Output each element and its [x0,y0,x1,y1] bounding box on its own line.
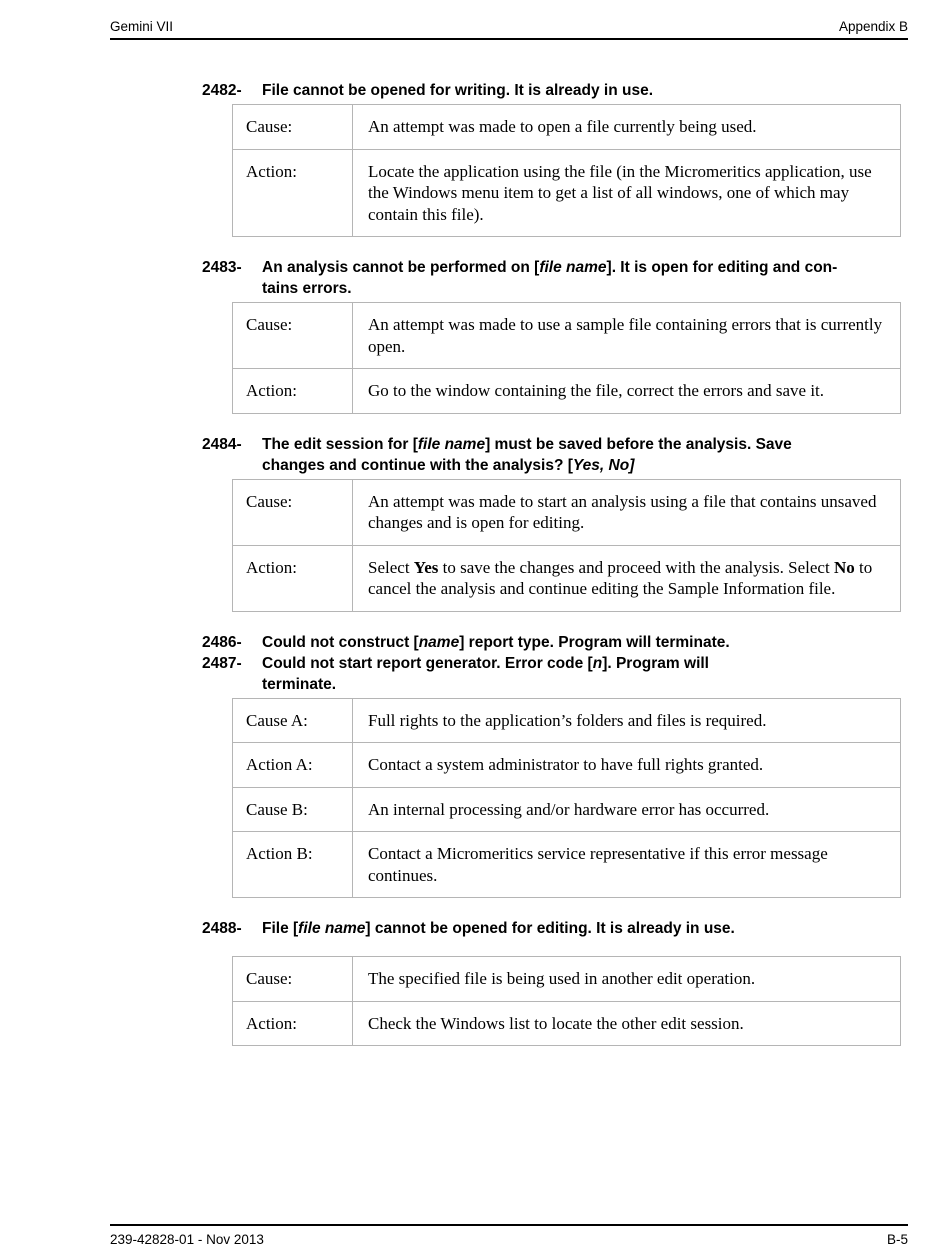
row-text: The specified file is being used in another edit operation. [353,957,901,1002]
message-heading [202,80,901,101]
row-text: Locate the application using the file (in the Micromeritics application, use the Windows menu item to get a list of all windows, one of which may contain this file). [353,149,901,237]
table-row [233,149,901,237]
table-row [233,105,901,150]
row-label: Action: [233,369,353,414]
table-row [233,743,901,788]
row-text: Go to the window containing the file, correct the errors and save it. [353,369,901,414]
message-number: 2482- [202,82,242,99]
message-number: 2483- [202,259,242,276]
row-label: Action: [233,149,353,237]
cause-action-table [232,104,901,237]
message-heading [202,257,901,299]
footer-part-number: 239-42828-01 - Nov 2013 [110,1232,264,1247]
error-message-section-2484 [202,434,901,612]
table-row [233,832,901,898]
row-text: Contact a Micromeritics service representative if this error message continues. [353,832,901,898]
row-label: Cause: [233,479,353,545]
message-headings [202,257,901,299]
row-text: An attempt was made to use a sample file containing errors that is currently open. [353,303,901,369]
table-row [233,957,901,1002]
message-title: File [file name] cannot be opened for editing. It is already in use. [262,920,735,937]
row-label: Cause B: [233,787,353,832]
table-row [233,545,901,611]
row-label: Action B: [233,832,353,898]
message-number: 2488- [202,920,242,937]
row-text: Full rights to the application’s folders and files is required. [353,698,901,743]
row-label: Cause: [233,105,353,150]
message-title: An analysis cannot be performed on [file name]. It is open for editing and con- tains errors. [262,259,838,297]
cause-action-table [232,698,901,899]
table-row [233,369,901,414]
message-headings [202,918,901,939]
message-title: Could not construct [name] report type. Program will terminate. [262,633,730,651]
page-header [110,0,908,40]
footer-page-number: B-5 [886,1232,908,1247]
message-title: File cannot be opened for writing. It is already in use. [262,82,654,99]
header-appendix-label: Appendix B [838,19,908,34]
row-text: An attempt was made to start an analysis using a file that contains unsaved changes and is open for editing. [353,479,901,545]
message-heading [202,632,901,653]
message-number: 2486- [202,633,242,651]
message-heading [202,653,901,695]
message-number: 2484- [202,435,242,453]
message-title: Could not start report generator. Error code [n]. Program will terminate. [262,654,709,693]
row-text: An attempt was made to open a file currently being used. [353,105,901,150]
message-headings [202,80,901,101]
row-label: Action: [233,545,353,611]
row-label: Cause: [233,303,353,369]
cause-action-table [232,956,901,1046]
error-message-section-2486-2487 [202,632,901,899]
row-label: Action A: [233,743,353,788]
table-row [233,698,901,743]
message-title: The edit session for [file name] must be saved before the analysis. Save changes and continue with the analysis? [Yes, No] [262,435,792,474]
row-text: Check the Windows list to locate the other edit session. [353,1001,901,1046]
message-headings [202,434,901,476]
message-headings [202,632,901,695]
row-label: Cause: [233,957,353,1002]
table-row [233,303,901,369]
cause-action-table [232,302,901,414]
header-doc-title: Gemini VII [110,19,174,34]
page-footer [110,1224,908,1247]
message-number: 2487- [202,654,242,672]
page-content [202,80,901,1066]
message-heading [202,434,901,476]
row-text: Select Yes to save the changes and proceed with the analysis. Select No to cancel the analysis and continue editing the Sample Information file. [353,545,901,611]
row-text: Contact a system administrator to have full rights granted. [353,743,901,788]
table-row [233,787,901,832]
error-message-section-2482 [202,80,901,237]
cause-action-table [232,479,901,612]
error-message-section-2488 [202,918,901,1046]
message-heading [202,918,901,939]
row-label: Cause A: [233,698,353,743]
table-row [233,1001,901,1046]
row-text: An internal processing and/or hardware error has occurred. [353,787,901,832]
error-message-section-2483 [202,257,901,414]
row-label: Action: [233,1001,353,1046]
table-row [233,479,901,545]
